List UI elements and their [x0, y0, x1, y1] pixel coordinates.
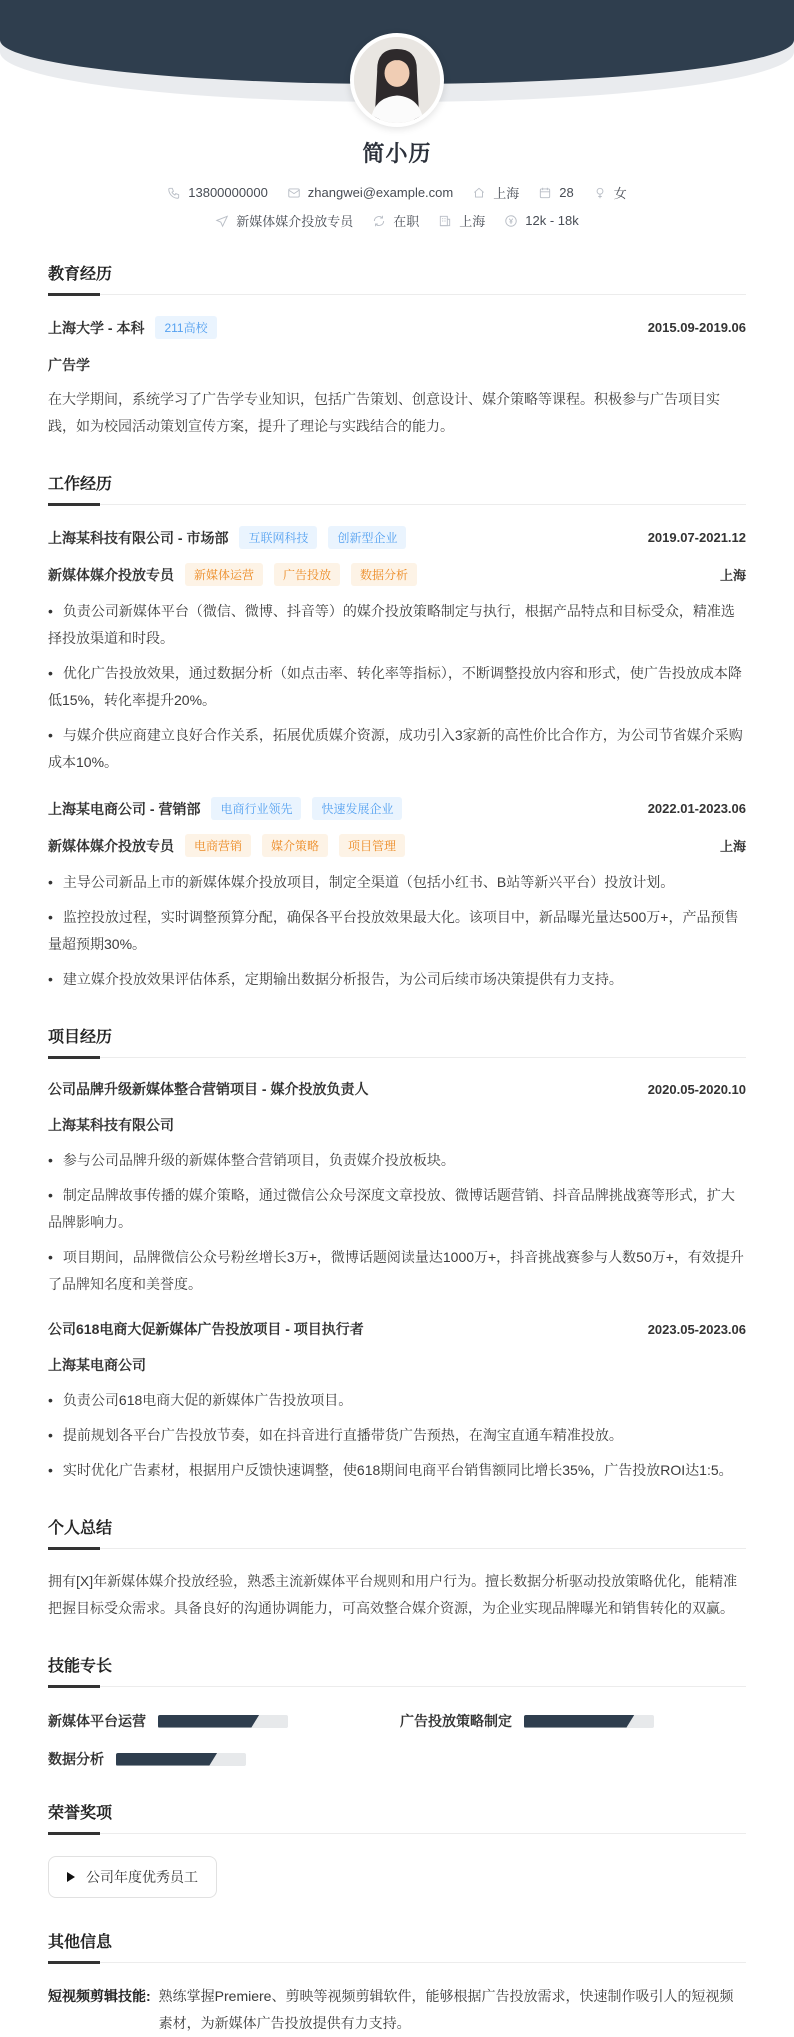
company-name: 上海某电商公司 - 营销部	[48, 800, 201, 817]
summary-text: 拥有[X]年新媒体媒介投放经验，熟悉主流新媒体平台规则和用户行为。擅长数据分析驱动投放策略优化，能精准把握目标受众需求。具备良好的沟通协调能力，可高效整合媒介资源，为企业实现品牌曝光和销售转化的双赢。	[48, 1573, 738, 1616]
job-date: 2022.01-2023.06	[647, 801, 746, 816]
job-entry	[48, 797, 746, 993]
other-info-text: 熟练掌握Premiere、剪映等视频剪辑软件，能够根据广告投放需求，快速制作吸引人的短视频素材，为新媒体广告投放提供有力支持。	[158, 1988, 734, 2031]
section-title-work: 工作经历	[48, 476, 113, 493]
city-icon	[438, 214, 452, 228]
contact-row-1	[0, 183, 794, 202]
skill-bar	[158, 1715, 288, 1728]
project-bullet: • 负责公司618电商大促的新媒体广告投放项目。	[48, 1387, 746, 1414]
project-bullet: • 制定品牌故事传播的媒介策略，通过微信公众号深度文章投放、微博话题营销、抖音品牌挑战赛等形式，扩大品牌影响力。	[48, 1182, 746, 1236]
honor-expand-button[interactable]	[48, 1856, 217, 1898]
section-title-other: 其他信息	[48, 1934, 113, 1951]
role-tag: 电商营销	[185, 834, 251, 857]
company-tag: 互联网科技	[239, 526, 317, 549]
location-item: 上海	[472, 183, 519, 202]
section-skills	[48, 1653, 746, 1769]
honor-label: 公司年度优秀员工	[86, 1869, 198, 1885]
avatar-photo-placeholder	[354, 37, 440, 123]
gender-item: 女	[593, 183, 627, 202]
email-icon	[287, 186, 301, 200]
project-bullet: • 实时优化广告素材，根据用户反馈快速调整，使618期间电商平台销售额同比增长35%，广告投放ROI达1:5。	[48, 1457, 746, 1484]
project-company: 上海某科技有限公司	[48, 1117, 174, 1133]
phone-icon	[167, 186, 181, 200]
job-bullet: • 监控投放过程，实时调整预算分配，确保各平台投放效果最大化。该项目中，新品曝光量达500万+，产品预售量超预期30%。	[48, 904, 746, 958]
project-bullet: • 项目期间，品牌微信公众号粉丝增长3万+，微博话题阅读量达1000万+，抖音挑战赛参与人数50万+，有效提升了品牌知名度和美誉度。	[48, 1244, 746, 1298]
section-other	[48, 1929, 746, 2037]
position-item: 新媒体媒介投放专员	[215, 211, 353, 230]
salary-icon	[504, 214, 518, 228]
company-tag: 电商行业领先	[211, 797, 301, 820]
section-title-education: 教育经历	[48, 266, 113, 283]
contact-row-2	[0, 211, 794, 230]
project-company: 上海某电商公司	[48, 1357, 146, 1373]
project-name: 公司618电商大促新媒体广告投放项目 - 项目执行者	[48, 1321, 364, 1337]
age-icon	[538, 186, 552, 200]
project-bullet: • 提前规划各平台广告投放节奏，如在抖音进行直播带货广告预热，在淘宝直通车精准投放。	[48, 1422, 746, 1449]
header-banner	[0, 0, 794, 128]
role-tag: 新媒体运营	[185, 563, 263, 586]
company-tag: 快速发展企业	[312, 797, 402, 820]
salary-item: 12k - 18k	[504, 213, 578, 228]
skill-item	[48, 1749, 400, 1769]
project-date: 2023.05-2023.06	[647, 1321, 746, 1337]
role-tag: 项目管理	[339, 834, 405, 857]
location-icon	[472, 186, 486, 200]
section-title-honors: 荣誉奖项	[48, 1805, 113, 1822]
skill-bar	[524, 1715, 654, 1728]
project-entry	[48, 1079, 746, 1298]
skill-bar	[116, 1753, 246, 1766]
skill-name: 新媒体平台运营	[48, 1713, 146, 1729]
play-icon	[67, 1872, 75, 1882]
job-location: 上海	[719, 568, 746, 583]
avatar	[350, 33, 444, 127]
skill-name: 广告投放策略制定	[400, 1713, 512, 1729]
section-title-summary: 个人总结	[48, 1520, 113, 1537]
job-status-item: 在职	[372, 211, 419, 230]
job-bullet: • 建立媒介投放效果评估体系，定期输出数据分析报告，为公司后续市场决策提供有力支持。	[48, 966, 746, 993]
job-role: 新媒体媒介投放专员	[48, 566, 174, 583]
role-tag: 数据分析	[351, 563, 417, 586]
other-info-label: 短视频剪辑技能:	[48, 1988, 151, 2004]
major-name: 广告学	[48, 357, 90, 373]
candidate-name: 简小历	[362, 141, 432, 166]
school-tag: 211高校	[155, 316, 216, 339]
section-education	[48, 261, 746, 440]
job-date: 2019.07-2021.12	[647, 530, 746, 545]
gender-icon	[593, 186, 607, 200]
project-bullet: • 参与公司品牌升级的新媒体整合营销项目，负责媒介投放板块。	[48, 1147, 746, 1174]
email-item: zhangwei@example.com	[287, 185, 453, 200]
contact-info	[0, 183, 794, 230]
resume-body	[0, 261, 794, 2037]
status-icon	[372, 214, 386, 228]
job-location: 上海	[719, 839, 746, 854]
education-description: 在大学期间，系统学习了广告学专业知识，包括广告策划、创意设计、媒介策略等课程。积极参与广告项目实践，如为校园活动策划宣传方案，提升了理论与实践结合的能力。	[48, 391, 720, 434]
company-name: 上海某科技有限公司 - 市场部	[48, 529, 229, 546]
education-entry-header	[48, 316, 746, 339]
job-bullet: • 与媒介供应商建立良好合作关系，拓展优质媒介资源，成功引入3家新的高性价比合作方，为公司节省媒介采购成本10%。	[48, 722, 746, 776]
project-entry	[48, 1319, 746, 1484]
section-projects	[48, 1024, 746, 1484]
job-bullet: • 主导公司新品上市的新媒体媒介投放项目，制定全渠道（包括小红书、B站等新兴平台）投放计划。	[48, 869, 746, 896]
skill-item	[48, 1711, 400, 1731]
education-date: 2015.09-2019.06	[647, 320, 746, 335]
project-date: 2020.05-2020.10	[647, 1081, 746, 1097]
job-role: 新媒体媒介投放专员	[48, 837, 174, 854]
position-icon	[215, 214, 229, 228]
section-title-projects: 项目经历	[48, 1029, 113, 1046]
role-tag: 广告投放	[274, 563, 340, 586]
age-item: 28	[538, 185, 573, 200]
project-name: 公司品牌升级新媒体整合营销项目 - 媒介投放负责人	[48, 1081, 369, 1097]
section-work	[48, 471, 746, 993]
job-bullet: • 负责公司新媒体平台（微信、微博、抖音等）的媒介投放策略制定与执行，根据产品特点和目标受众，精准选择投放渠道和时段。	[48, 598, 746, 652]
skill-item	[400, 1711, 746, 1731]
phone-item: 13800000000	[167, 185, 268, 200]
school-name: 上海大学 - 本科	[48, 319, 145, 336]
company-tag: 创新型企业	[328, 526, 406, 549]
role-tag: 媒介策略	[262, 834, 328, 857]
section-summary	[48, 1515, 746, 1622]
section-title-skills: 技能专长	[48, 1658, 113, 1675]
job-entry	[48, 526, 746, 776]
skill-name: 数据分析	[48, 1751, 104, 1767]
city-item: 上海	[438, 211, 485, 230]
section-honors	[48, 1800, 746, 1898]
job-bullet: • 优化广告投放效果，通过数据分析（如点击率、转化率等指标），不断调整投放内容和形式，使广告投放成本降低15%，转化率提升20%。	[48, 660, 746, 714]
